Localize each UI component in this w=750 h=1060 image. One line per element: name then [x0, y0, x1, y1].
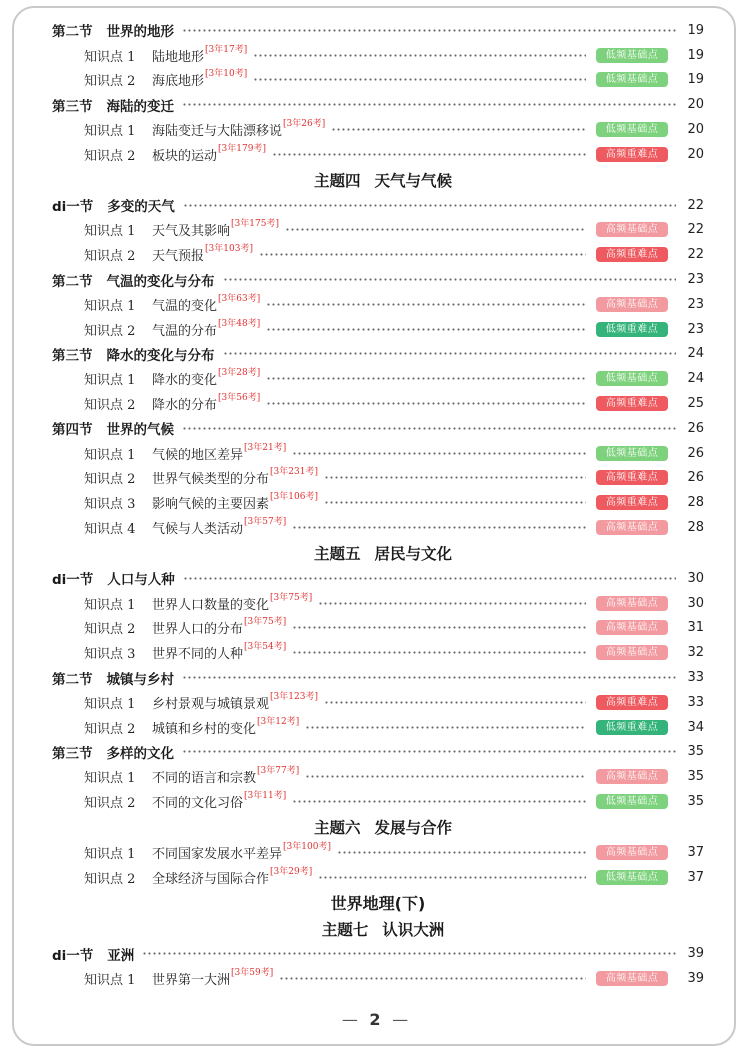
dot-leader [182, 29, 676, 32]
toc-knowledge-point-row[interactable] [52, 690, 704, 715]
knowledge-point-title: 海陆变迁与大陆漂移说 [152, 124, 283, 140]
exam-frequency: [3年106考] [270, 492, 318, 503]
page-ref: 23 [687, 296, 704, 312]
knowledge-point-title: 气温的分布 [152, 323, 218, 339]
page-footer [0, 1010, 750, 1029]
toc-knowledge-point-row[interactable] [52, 591, 704, 616]
section-title: 多变的天气 [107, 199, 175, 216]
page-ref: 24 [687, 371, 704, 387]
page-ref: 23 [687, 321, 704, 337]
page-ref: 24 [687, 346, 704, 362]
knowledge-point-label: 知识点 1 [84, 49, 136, 65]
page-ref: 31 [687, 620, 704, 636]
knowledge-point-label: 知识点 2 [84, 721, 136, 737]
difficulty-badge: 高频基础点 [596, 845, 668, 860]
exam-frequency-text: 3年179考 [221, 143, 263, 154]
section-label: di一节 [52, 199, 94, 216]
knowledge-point-label: 知识点 4 [84, 522, 136, 538]
toc-topic-heading [52, 540, 704, 566]
toc-knowledge-point-row[interactable] [52, 764, 704, 789]
toc-section-row[interactable] [52, 740, 704, 765]
knowledge-point-label: 知识点 1 [84, 298, 136, 314]
page-ref: 23 [687, 272, 704, 288]
book-title: 世界地理(下) [330, 894, 426, 913]
knowledge-point-title: 板块的运动 [152, 148, 218, 164]
exam-frequency-text: 3年29考 [273, 866, 309, 877]
exam-frequency-text: 3年21考 [247, 442, 283, 453]
toc-knowledge-point-row[interactable] [52, 317, 704, 342]
dot-leader [279, 977, 586, 980]
difficulty-badge: 高频基础点 [596, 520, 668, 535]
exam-frequency-text: 3年175考 [234, 219, 276, 230]
section-label: 第三节 [52, 347, 93, 364]
topic-title: 天气与气候 [374, 171, 453, 190]
dot-leader [183, 204, 676, 207]
toc-topic-heading [52, 916, 704, 942]
page-ref: 39 [687, 971, 704, 987]
exam-frequency-text: 3年48考 [221, 318, 257, 329]
dot-leader [259, 253, 586, 256]
exam-frequency: [3年100考] [283, 841, 331, 852]
toc-section-row[interactable] [52, 342, 704, 367]
exam-frequency: [3年77考] [257, 766, 300, 777]
dot-leader [331, 128, 586, 131]
section-title: 多样的文化 [106, 745, 174, 762]
page-ref: 39 [687, 946, 704, 962]
toc-knowledge-point-row[interactable] [52, 616, 704, 641]
section-title: 城镇与乡村 [106, 671, 174, 688]
section-label: 第三节 [52, 98, 93, 115]
topic-label: 主题四 [313, 171, 361, 190]
knowledge-point-title: 城镇和乡村的变化 [152, 721, 257, 737]
exam-frequency-text: 3年75考 [273, 592, 309, 603]
exam-frequency-text: 3年54考 [247, 642, 283, 653]
exam-frequency: [3年175考] [231, 219, 279, 230]
dot-leader [183, 577, 676, 580]
toc-knowledge-point-row[interactable] [52, 242, 704, 267]
knowledge-point-title: 天气及其影响 [152, 224, 231, 240]
page-ref: 28 [687, 520, 704, 536]
section-label: 第四节 [52, 422, 93, 439]
exam-frequency: [3年54考] [244, 642, 287, 653]
knowledge-point-title: 全球经济与国际合作 [152, 871, 270, 887]
exam-frequency-text: 3年28考 [221, 368, 257, 379]
exam-frequency-text: 3年103考 [208, 244, 250, 255]
toc-knowledge-point-row[interactable] [52, 640, 704, 665]
difficulty-badge: 高频重难点 [596, 247, 668, 262]
dot-leader [182, 427, 676, 430]
page-ref: 30 [687, 595, 704, 611]
dot-leader [337, 851, 586, 854]
page-ref: 30 [687, 570, 704, 586]
dot-leader [305, 775, 586, 778]
dot-leader [223, 278, 677, 281]
knowledge-point-title: 气温的变化 [152, 298, 218, 314]
dot-leader [266, 328, 586, 331]
dot-leader [223, 352, 677, 355]
exam-frequency: [3年48考] [218, 318, 261, 329]
exam-frequency-text: 3年57考 [247, 517, 283, 528]
knowledge-point-label: 知识点 1 [84, 224, 136, 240]
topic-label: 主题六 [313, 818, 361, 837]
dot-leader [292, 651, 586, 654]
page-ref: 28 [687, 495, 704, 511]
difficulty-badge: 低频基础点 [596, 794, 668, 809]
exam-frequency-text: 3年77考 [260, 766, 296, 777]
exam-frequency: [3年26考] [283, 119, 326, 130]
exam-frequency: [3年179考] [218, 143, 266, 154]
exam-frequency-text: 3年63考 [221, 293, 257, 304]
dot-leader [266, 402, 586, 405]
page-ref: 22 [687, 222, 704, 238]
page-ref: 37 [687, 869, 704, 885]
toc-book-heading [52, 890, 704, 916]
knowledge-point-title: 海底地形 [152, 74, 205, 90]
toc-section-row[interactable] [52, 942, 704, 967]
page-ref: 33 [687, 670, 704, 686]
footer-dash-right: — [392, 1010, 409, 1029]
dot-leader [182, 676, 676, 679]
knowledge-point-title: 世界人口数量的变化 [152, 597, 270, 613]
toc-knowledge-point-row[interactable] [52, 292, 704, 317]
dot-leader [142, 952, 676, 955]
section-title: 人口与人种 [107, 572, 175, 589]
toc-section-row[interactable] [52, 566, 704, 591]
toc-knowledge-point-row[interactable] [52, 441, 704, 466]
dot-leader [253, 54, 586, 57]
toc-section-row[interactable] [52, 267, 704, 292]
toc-section-row[interactable] [52, 18, 704, 43]
exam-frequency-text: 3年12考 [260, 716, 296, 727]
topic-label: 主题五 [313, 544, 361, 563]
dot-leader [285, 228, 586, 231]
page-ref: 35 [687, 794, 704, 809]
section-title: 降水的变化与分布 [106, 347, 215, 364]
exam-frequency-text: 3年123考 [273, 691, 315, 702]
toc-knowledge-point-row[interactable] [52, 490, 704, 515]
page-ref: 25 [687, 396, 704, 412]
page-ref: 22 [687, 247, 704, 263]
section-title: 亚洲 [107, 947, 135, 964]
exam-frequency-text: 3年56考 [221, 393, 257, 404]
knowledge-point-label: 知识点 1 [84, 124, 136, 140]
difficulty-badge: 高频重难点 [596, 147, 668, 162]
dot-leader [305, 726, 586, 729]
page-ref: 37 [687, 844, 704, 860]
page-ref: 26 [687, 420, 704, 436]
exam-frequency: [3年10考] [205, 69, 248, 80]
difficulty-badge: 高频重难点 [596, 695, 668, 710]
knowledge-point-title: 世界第一大洲 [152, 973, 231, 989]
knowledge-point-label: 知识点 1 [84, 373, 136, 389]
toc-knowledge-point-row[interactable] [52, 466, 704, 491]
toc-section-row[interactable] [52, 665, 704, 690]
topic-title: 发展与合作 [374, 818, 453, 837]
footer-dash-left: — [341, 1010, 358, 1029]
difficulty-badge: 高频基础点 [596, 645, 668, 660]
difficulty-badge: 低频基础点 [596, 72, 668, 87]
knowledge-point-label: 知识点 2 [84, 796, 136, 811]
knowledge-point-label: 知识点 2 [84, 871, 136, 887]
dot-leader [292, 626, 586, 629]
knowledge-point-label: 知识点 2 [84, 148, 136, 164]
page-ref: 26 [687, 445, 704, 461]
knowledge-point-title: 乡村景观与城镇景观 [152, 696, 270, 712]
difficulty-badge: 高频基础点 [596, 596, 668, 611]
dot-leader [318, 876, 586, 879]
page-ref: 35 [687, 744, 704, 760]
exam-frequency-text: 3年10考 [208, 69, 244, 80]
knowledge-point-title: 陆地地形 [152, 49, 205, 65]
toc-knowledge-point-row[interactable] [52, 966, 704, 991]
section-title: 世界的地形 [106, 24, 174, 41]
difficulty-badge: 高频基础点 [596, 971, 668, 986]
exam-frequency: [3年75考] [270, 592, 313, 603]
page-ref: 26 [687, 470, 704, 486]
exam-frequency: [3年103考] [205, 244, 253, 255]
knowledge-point-title: 不同国家发展水平差异 [152, 846, 283, 862]
dot-leader [266, 303, 586, 306]
knowledge-point-title: 气候的地区差异 [152, 447, 244, 463]
difficulty-badge: 低频基础点 [596, 48, 668, 63]
exam-frequency: [3年12考] [257, 716, 300, 727]
toc-topic-heading [52, 814, 704, 840]
exam-frequency-text: 3年17考 [208, 44, 244, 55]
exam-frequency-text: 3年59考 [234, 968, 270, 979]
toc-knowledge-point-row[interactable] [52, 218, 704, 243]
difficulty-badge: 低频基础点 [596, 122, 668, 137]
section-label: di一节 [52, 572, 94, 589]
knowledge-point-title: 降水的变化 [152, 373, 218, 389]
knowledge-point-title: 天气预报 [152, 249, 205, 265]
knowledge-point-label: 知识点 2 [84, 398, 136, 414]
toc-knowledge-point-row[interactable] [52, 68, 704, 93]
difficulty-badge: 低频基础点 [596, 371, 668, 386]
toc-section-row[interactable] [52, 416, 704, 441]
knowledge-point-title: 不同的文化习俗 [152, 796, 244, 811]
difficulty-badge: 高频重难点 [596, 495, 668, 510]
toc-topic-heading [52, 167, 704, 193]
exam-frequency: [3年231考] [270, 467, 318, 478]
knowledge-point-title: 世界不同的人种 [152, 647, 244, 663]
dot-leader [292, 800, 586, 803]
topic-title: 认识大洲 [382, 920, 445, 939]
exam-frequency: [3年59考] [231, 968, 274, 979]
knowledge-point-label: 知识点 2 [84, 74, 136, 90]
difficulty-badge: 低频重难点 [596, 720, 668, 735]
dot-leader [292, 526, 586, 529]
knowledge-point-title: 不同的语言和宗教 [152, 771, 257, 787]
toc-knowledge-point-row[interactable] [52, 142, 704, 167]
dot-leader [253, 78, 586, 81]
exam-frequency-text: 3年26考 [286, 119, 322, 130]
difficulty-badge: 高频基础点 [596, 620, 668, 635]
exam-frequency: [3年57考] [244, 517, 287, 528]
page-number: 2 [369, 1010, 381, 1029]
knowledge-point-title: 气候与人类活动 [152, 522, 244, 538]
exam-frequency: [3年29考] [270, 866, 313, 877]
knowledge-point-label: 知识点 1 [84, 846, 136, 862]
exam-frequency: [3年56考] [218, 393, 261, 404]
knowledge-point-label: 知识点 1 [84, 696, 136, 712]
dot-leader [182, 103, 676, 106]
toc-knowledge-point-row[interactable] [52, 43, 704, 68]
exam-frequency-text: 3年106考 [273, 492, 315, 503]
page-ref: 32 [687, 645, 704, 661]
exam-frequency-text: 3年11考 [247, 791, 283, 801]
section-label: di一节 [52, 947, 94, 964]
section-label: 第二节 [52, 24, 93, 41]
exam-frequency: [3年11考] [244, 791, 287, 801]
page-ref: 33 [687, 694, 704, 710]
page-ref: 35 [687, 769, 704, 785]
difficulty-badge: 高频基础点 [596, 297, 668, 312]
topic-title: 居民与文化 [374, 544, 453, 563]
knowledge-point-label: 知识点 1 [84, 973, 136, 989]
toc-knowledge-point-row[interactable] [52, 515, 704, 540]
page-ref: 34 [687, 719, 704, 735]
page-ref: 20 [687, 122, 704, 138]
knowledge-point-title: 影响气候的主要因素 [152, 497, 270, 513]
section-label: 第三节 [52, 745, 93, 762]
knowledge-point-label: 知识点 2 [84, 323, 136, 339]
toc-knowledge-point-row[interactable] [52, 391, 704, 416]
dot-leader [182, 750, 676, 753]
knowledge-point-label: 知识点 2 [84, 249, 136, 265]
exam-frequency: [3年28考] [218, 368, 261, 379]
page-ref: 20 [687, 146, 704, 162]
difficulty-badge: 高频基础点 [596, 769, 668, 784]
knowledge-point-label: 知识点 3 [84, 647, 136, 663]
dot-leader [324, 501, 586, 504]
dot-leader [272, 153, 586, 156]
exam-frequency: [3年123考] [270, 691, 318, 702]
toc-knowledge-point-row[interactable] [52, 715, 704, 740]
exam-frequency: [3年63考] [218, 293, 261, 304]
section-label: 第二节 [52, 273, 93, 290]
section-title: 气温的变化与分布 [106, 273, 215, 290]
exam-frequency-text: 3年100考 [286, 841, 328, 852]
dot-leader [292, 452, 586, 455]
difficulty-badge: 高频基础点 [596, 222, 668, 237]
difficulty-badge: 高频重难点 [596, 396, 668, 411]
difficulty-badge: 高频重难点 [596, 470, 668, 485]
exam-frequency-text: 3年231考 [273, 467, 315, 478]
knowledge-point-label: 知识点 1 [84, 447, 136, 463]
exam-frequency-text: 3年75考 [247, 617, 283, 628]
knowledge-point-label: 知识点 2 [84, 472, 136, 488]
knowledge-point-title: 世界人口的分布 [152, 622, 244, 638]
toc-section-row[interactable] [52, 92, 704, 117]
knowledge-point-title: 降水的分布 [152, 398, 218, 414]
section-label: 第二节 [52, 671, 93, 688]
toc-knowledge-point-row[interactable] [52, 789, 704, 814]
exam-frequency: [3年21考] [244, 442, 287, 453]
dot-leader [324, 476, 586, 479]
difficulty-badge: 低频基础点 [596, 870, 668, 885]
difficulty-badge: 低频重难点 [596, 322, 668, 337]
dot-leader [266, 377, 586, 380]
toc-section-row[interactable] [52, 193, 704, 218]
knowledge-point-label: 知识点 2 [84, 622, 136, 638]
knowledge-point-label: 知识点 1 [84, 597, 136, 613]
page-ref: 19 [687, 72, 704, 88]
knowledge-point-label: 知识点 1 [84, 771, 136, 787]
exam-frequency: [3年75考] [244, 617, 287, 628]
page-ref: 19 [687, 47, 704, 63]
knowledge-point-title: 世界气候类型的分布 [152, 472, 270, 488]
section-title: 海陆的变迁 [106, 98, 174, 115]
toc-knowledge-point-row[interactable] [52, 366, 704, 391]
section-title: 世界的气候 [106, 422, 174, 439]
knowledge-point-label: 知识点 3 [84, 497, 136, 513]
page-ref: 19 [687, 22, 704, 38]
topic-label: 主题七 [321, 920, 369, 939]
toc-knowledge-point-row[interactable] [52, 865, 704, 890]
page-ref: 22 [687, 197, 704, 213]
toc-knowledge-point-row[interactable] [52, 840, 704, 865]
page-ref: 20 [687, 97, 704, 113]
difficulty-badge: 低频基础点 [596, 446, 668, 461]
exam-frequency: [3年17考] [205, 44, 248, 55]
table-of-contents [52, 18, 704, 991]
dot-leader [324, 701, 586, 704]
dot-leader [318, 602, 586, 605]
toc-knowledge-point-row[interactable] [52, 117, 704, 142]
